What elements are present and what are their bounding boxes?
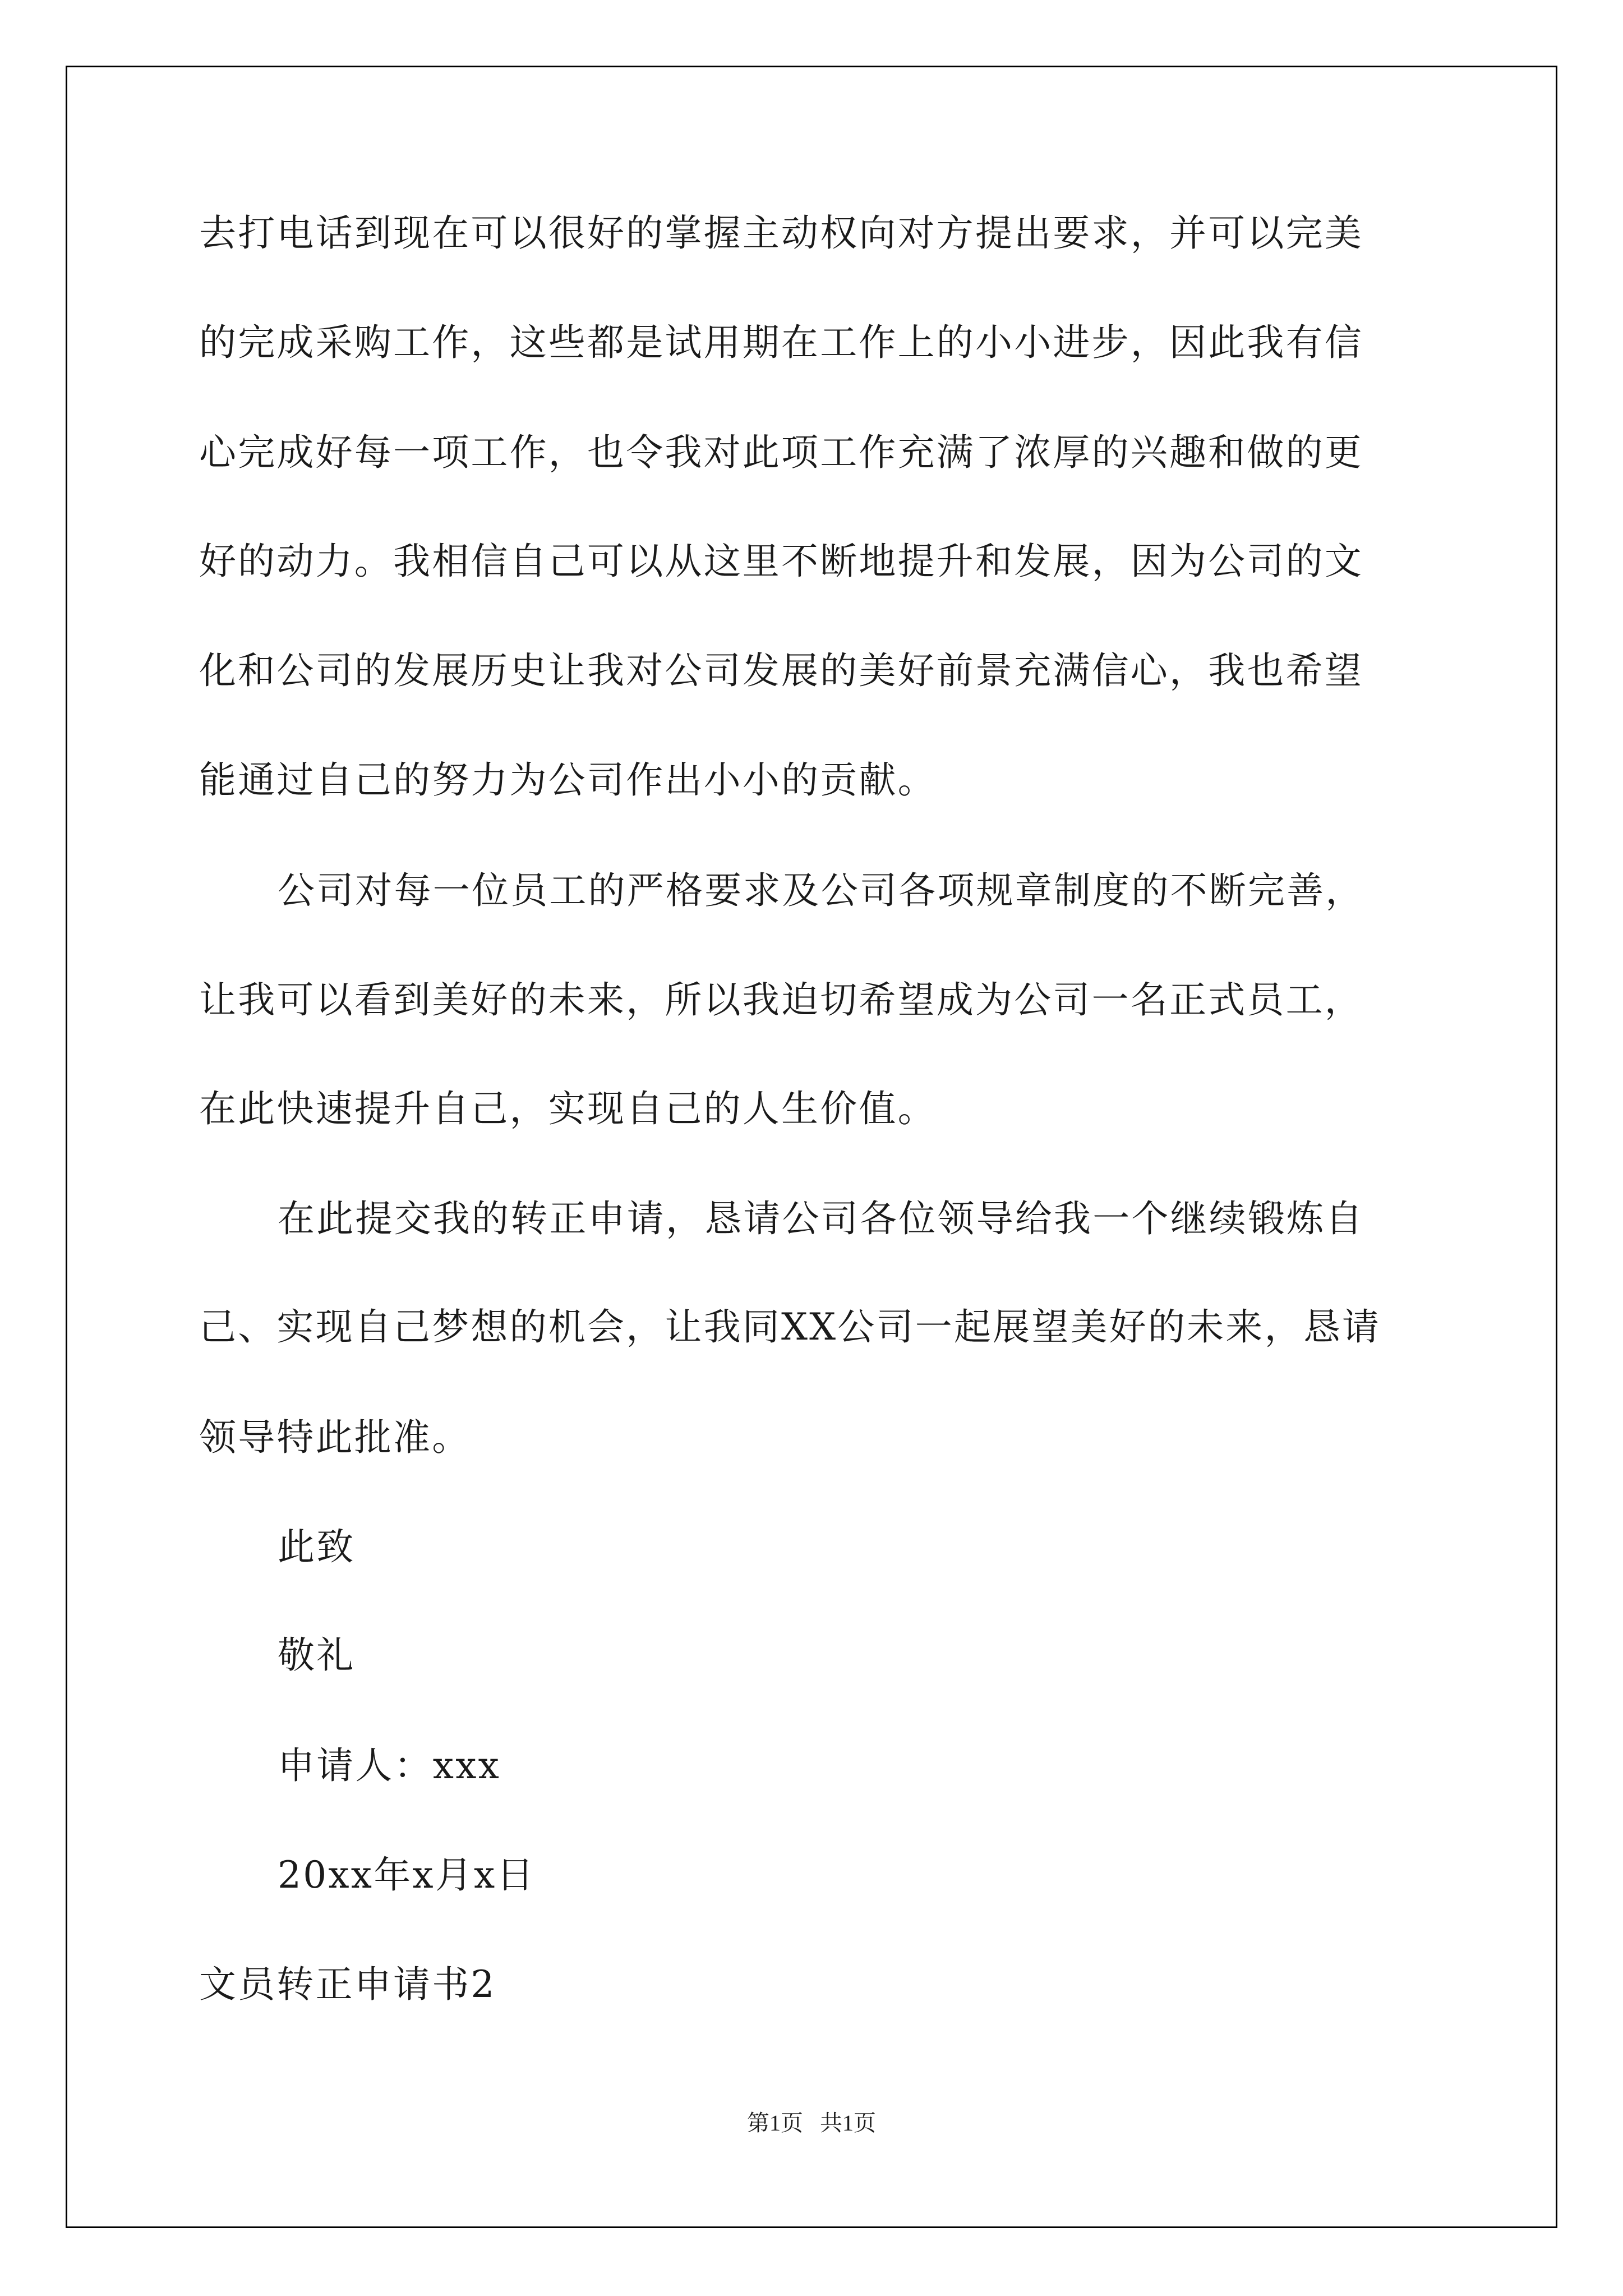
page-footer: 第1页 共1页 xyxy=(747,2110,876,2136)
paragraph-line: 能通过自己的努力为公司作出小小的贡献。 xyxy=(199,758,937,802)
closing-greeting: 此致 xyxy=(278,1525,356,1568)
paragraph-line: 在此提交我的转正申请，恳请公司各位领导给我一个继续锻炼自 xyxy=(278,1197,1364,1240)
paragraph-line: 心完成好每一项工作，也令我对此项工作充满了浓厚的兴趣和做的更 xyxy=(199,431,1363,474)
paragraph-line: 公司对每一位员工的严格要求及公司各项规章制度的不断完善， xyxy=(278,869,1364,912)
paragraph-line: 己、实现自己梦想的机会，让我同XX公司一起展望美好的未来，恳请 xyxy=(199,1305,1381,1349)
paragraph-line: 让我可以看到美好的未来，所以我迫切希望成为公司一名正式员工， xyxy=(199,978,1363,1022)
paragraph-line: 领导特此批准。 xyxy=(199,1416,471,1459)
closing-salutation: 敬礼 xyxy=(278,1634,356,1677)
next-section-title: 文员转正申请书2 xyxy=(199,1963,496,2006)
paragraph-line: 的完成采购工作，这些都是试用期在工作上的小小进步，因此我有信 xyxy=(199,321,1363,364)
applicant-signature: 申请人：xxx xyxy=(278,1744,501,1787)
page-border xyxy=(66,66,1557,2228)
paragraph-line: 在此快速提升自己，实现自己的人生价值。 xyxy=(199,1087,937,1130)
paragraph-line: 好的动力。我相信自己可以从这里不断地提升和发展，因为公司的文 xyxy=(199,540,1363,583)
paragraph-line: 去打电话到现在可以很好的掌握主动权向对方提出要求，并可以完美 xyxy=(199,211,1363,255)
paragraph-line: 化和公司的发展历史让我对公司发展的美好前景充满信心，我也希望 xyxy=(199,649,1363,692)
application-date: 20xx年x月x日 xyxy=(278,1853,536,1897)
